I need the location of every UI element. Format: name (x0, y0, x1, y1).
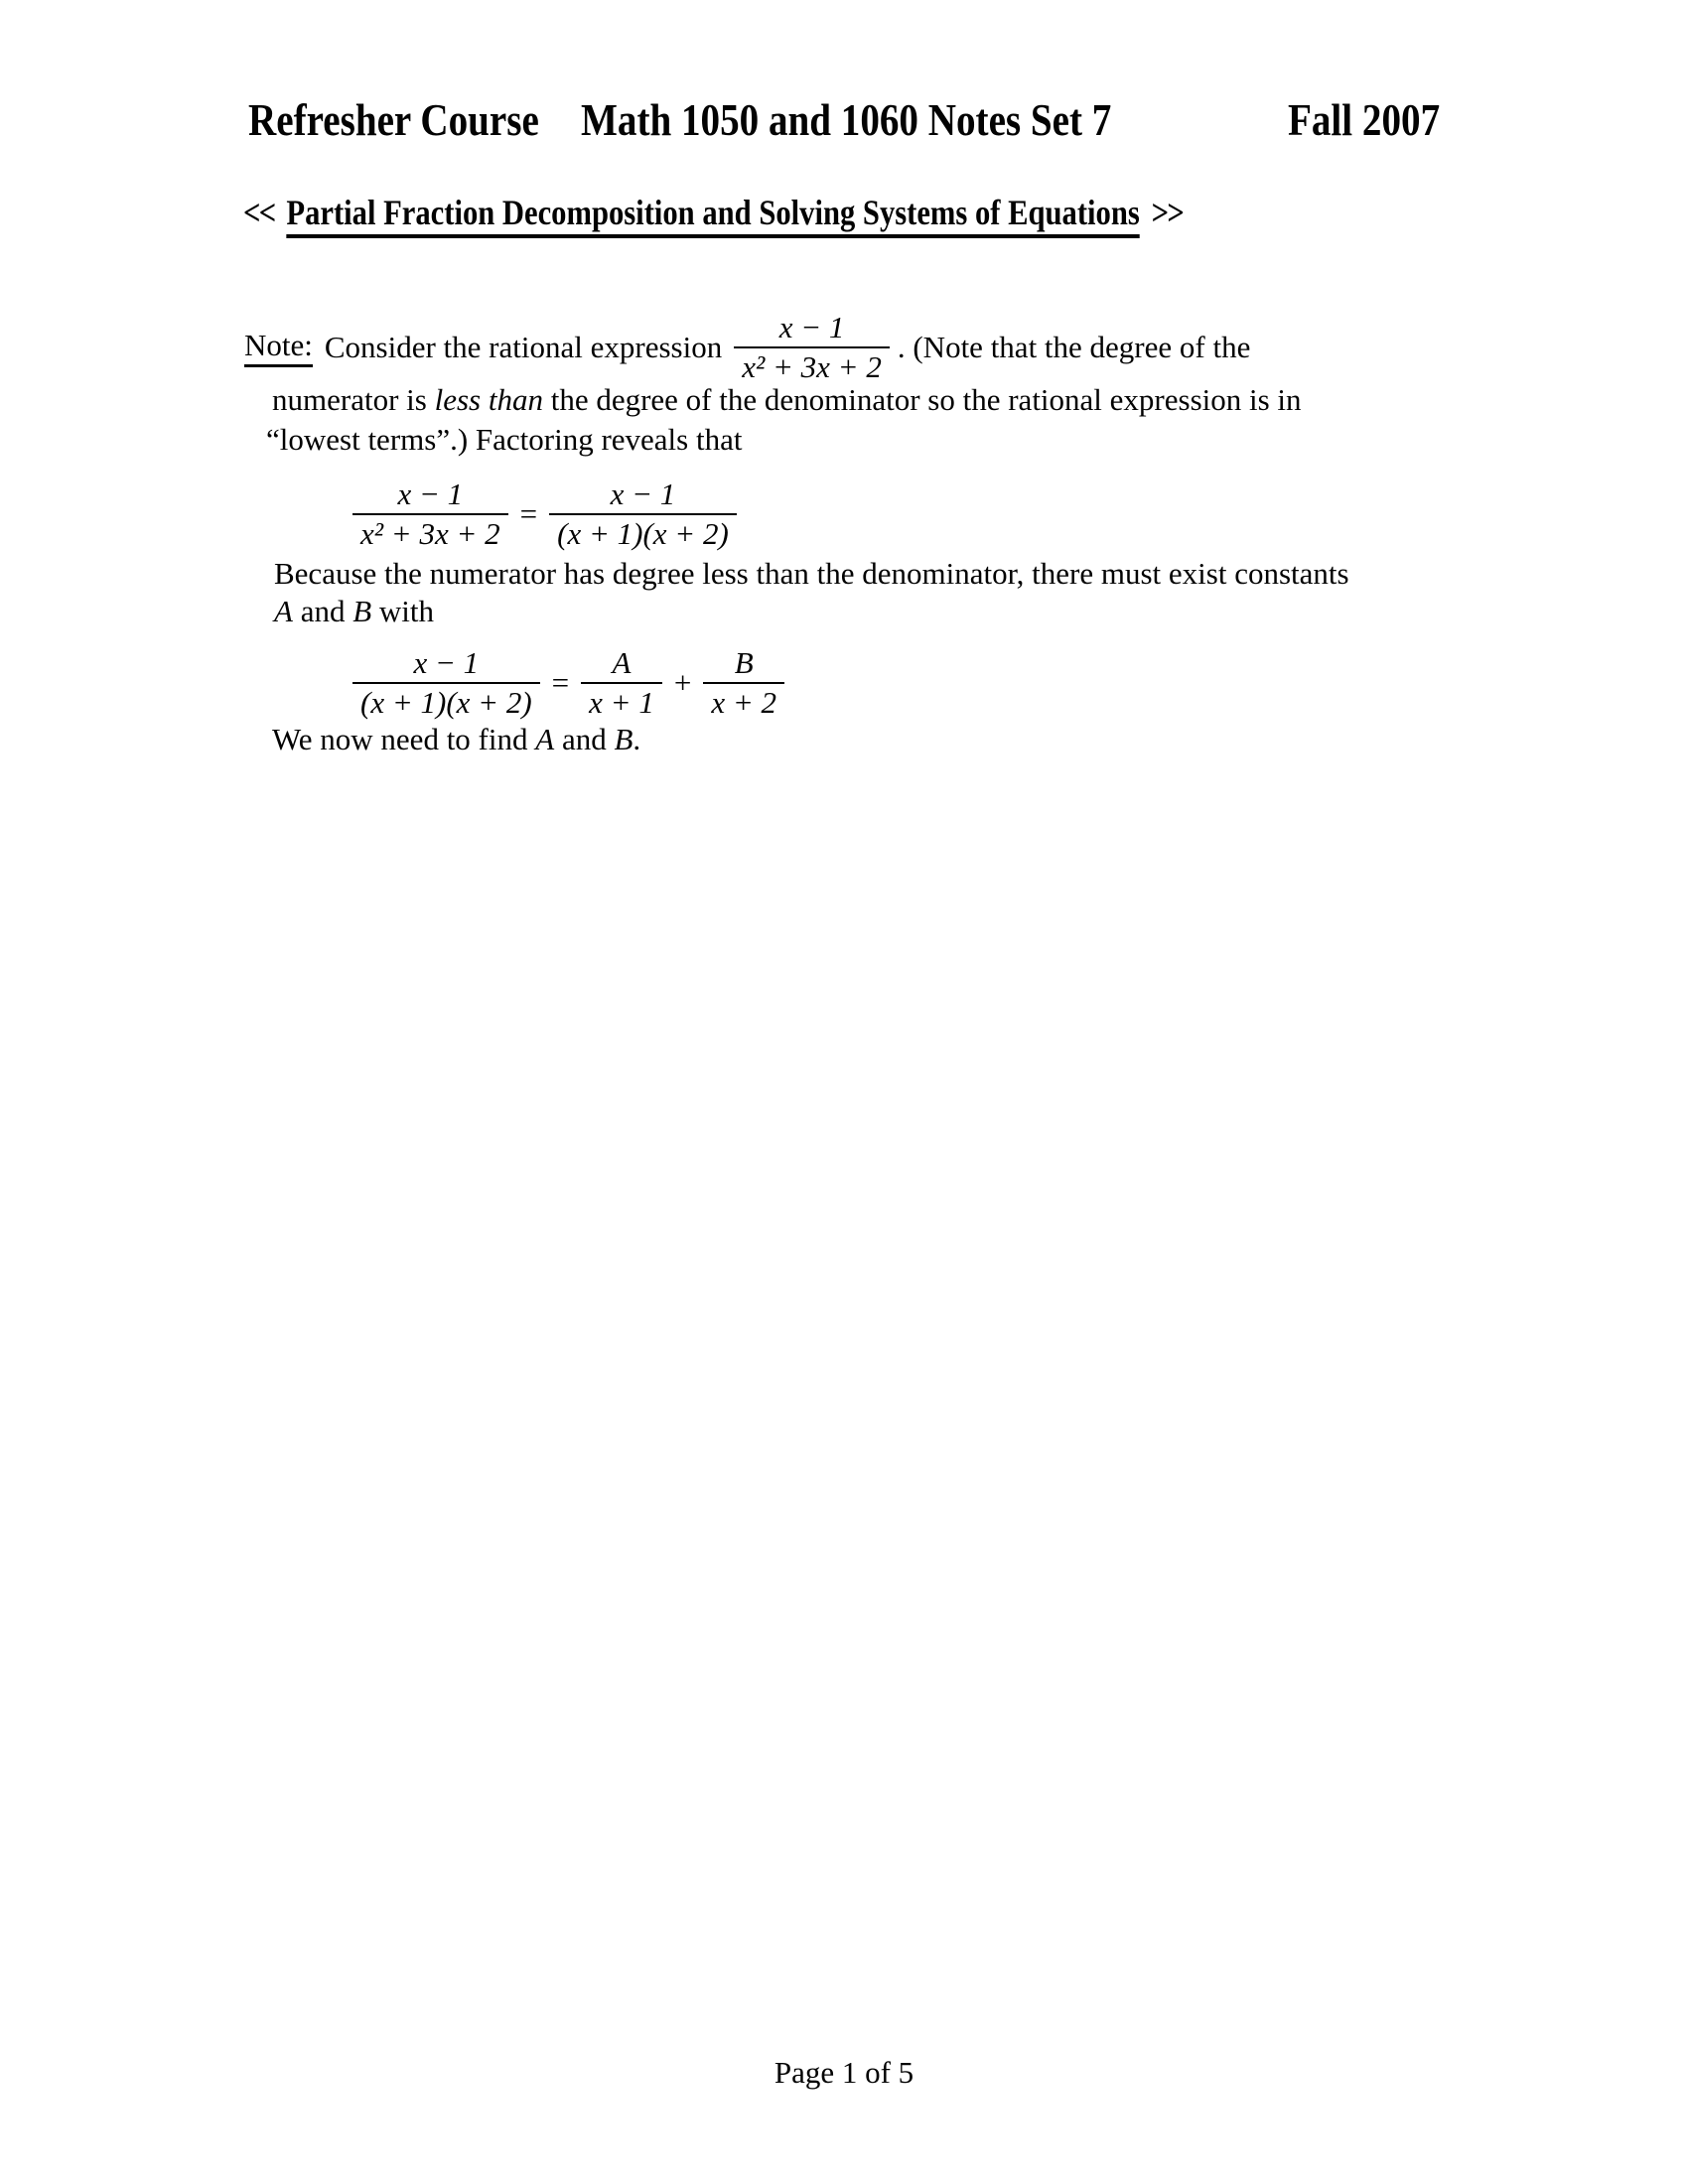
title-close-chevrons: >> (1151, 193, 1184, 232)
line6-and: and (561, 722, 607, 756)
eq1-left-numerator: x − 1 (397, 477, 464, 511)
section-title (243, 191, 1183, 235)
line6-constant-B: B (614, 722, 633, 756)
line6-text: We now need to find (272, 722, 528, 756)
line2-text-b: the degree of the denominator so the rational expression is in (550, 382, 1302, 417)
eq2-left-numerator: x − 1 (413, 645, 480, 680)
constant-B: B (352, 594, 372, 628)
inline-fraction (734, 310, 890, 385)
note-line-2 (272, 382, 1302, 418)
section-title-text: Partial Fraction Decomposition and Solving Systems of Equations (286, 193, 1139, 238)
note-line-5 (274, 594, 434, 629)
eq2-B-numerator: B (734, 645, 754, 680)
line2-emphasis: less than (434, 382, 543, 417)
line2-text-a: numerator is (272, 382, 427, 417)
note-line1-text: Consider the rational expression (324, 330, 723, 364)
eq2-equals-sign: = (551, 665, 570, 700)
header-term: Fall 2007 (1288, 94, 1441, 145)
page-number-footer: Page 1 of 5 (774, 2055, 914, 2090)
constant-A: A (274, 594, 293, 628)
note-line1-continuation: . (Note that the degree of the (897, 330, 1251, 364)
eq2-plus-sign: + (673, 665, 692, 700)
note-line-1 (244, 310, 1250, 385)
eq2-left-denominator: (x + 1)(x + 2) (352, 682, 540, 721)
eq2-A-denominator: x + 1 (581, 682, 662, 721)
equation-partial-fractions (352, 645, 784, 721)
eq1-equals-sign: = (519, 496, 538, 531)
eq1-right-numerator: x − 1 (610, 477, 676, 511)
eq2-B-denominator: x + 2 (703, 682, 784, 721)
line5-with: with (378, 594, 435, 628)
eq2-left-fraction (352, 645, 540, 721)
title-open-chevrons: << (243, 193, 275, 232)
eq2-fraction-A (581, 645, 662, 721)
inline-fraction-numerator: x − 1 (778, 310, 845, 344)
note-line-3: “lowest terms”.) Factoring reveals that (266, 422, 743, 457)
eq2-A-numerator: A (612, 645, 632, 680)
eq1-left-fraction (352, 477, 508, 552)
header-notes-set: Math 1050 and 1060 Notes Set 7 (581, 94, 1112, 145)
eq1-right-denominator: (x + 1)(x + 2) (549, 513, 737, 552)
inline-fraction-denominator: x² + 3x + 2 (734, 346, 890, 385)
line6-constant-A: A (535, 722, 555, 756)
line6-period: . (633, 722, 641, 756)
line5-and: and (300, 594, 346, 628)
eq2-fraction-B (703, 645, 784, 721)
note-label: Note: (244, 328, 313, 367)
eq1-left-denominator: x² + 3x + 2 (352, 513, 508, 552)
header-course: Refresher Course (248, 94, 539, 145)
eq1-right-fraction (549, 477, 737, 552)
note-line-6 (272, 722, 640, 757)
note-line-4: Because the numerator has degree less than the denominator, there must exist constants (274, 556, 1349, 591)
equation-factoring (352, 477, 737, 552)
